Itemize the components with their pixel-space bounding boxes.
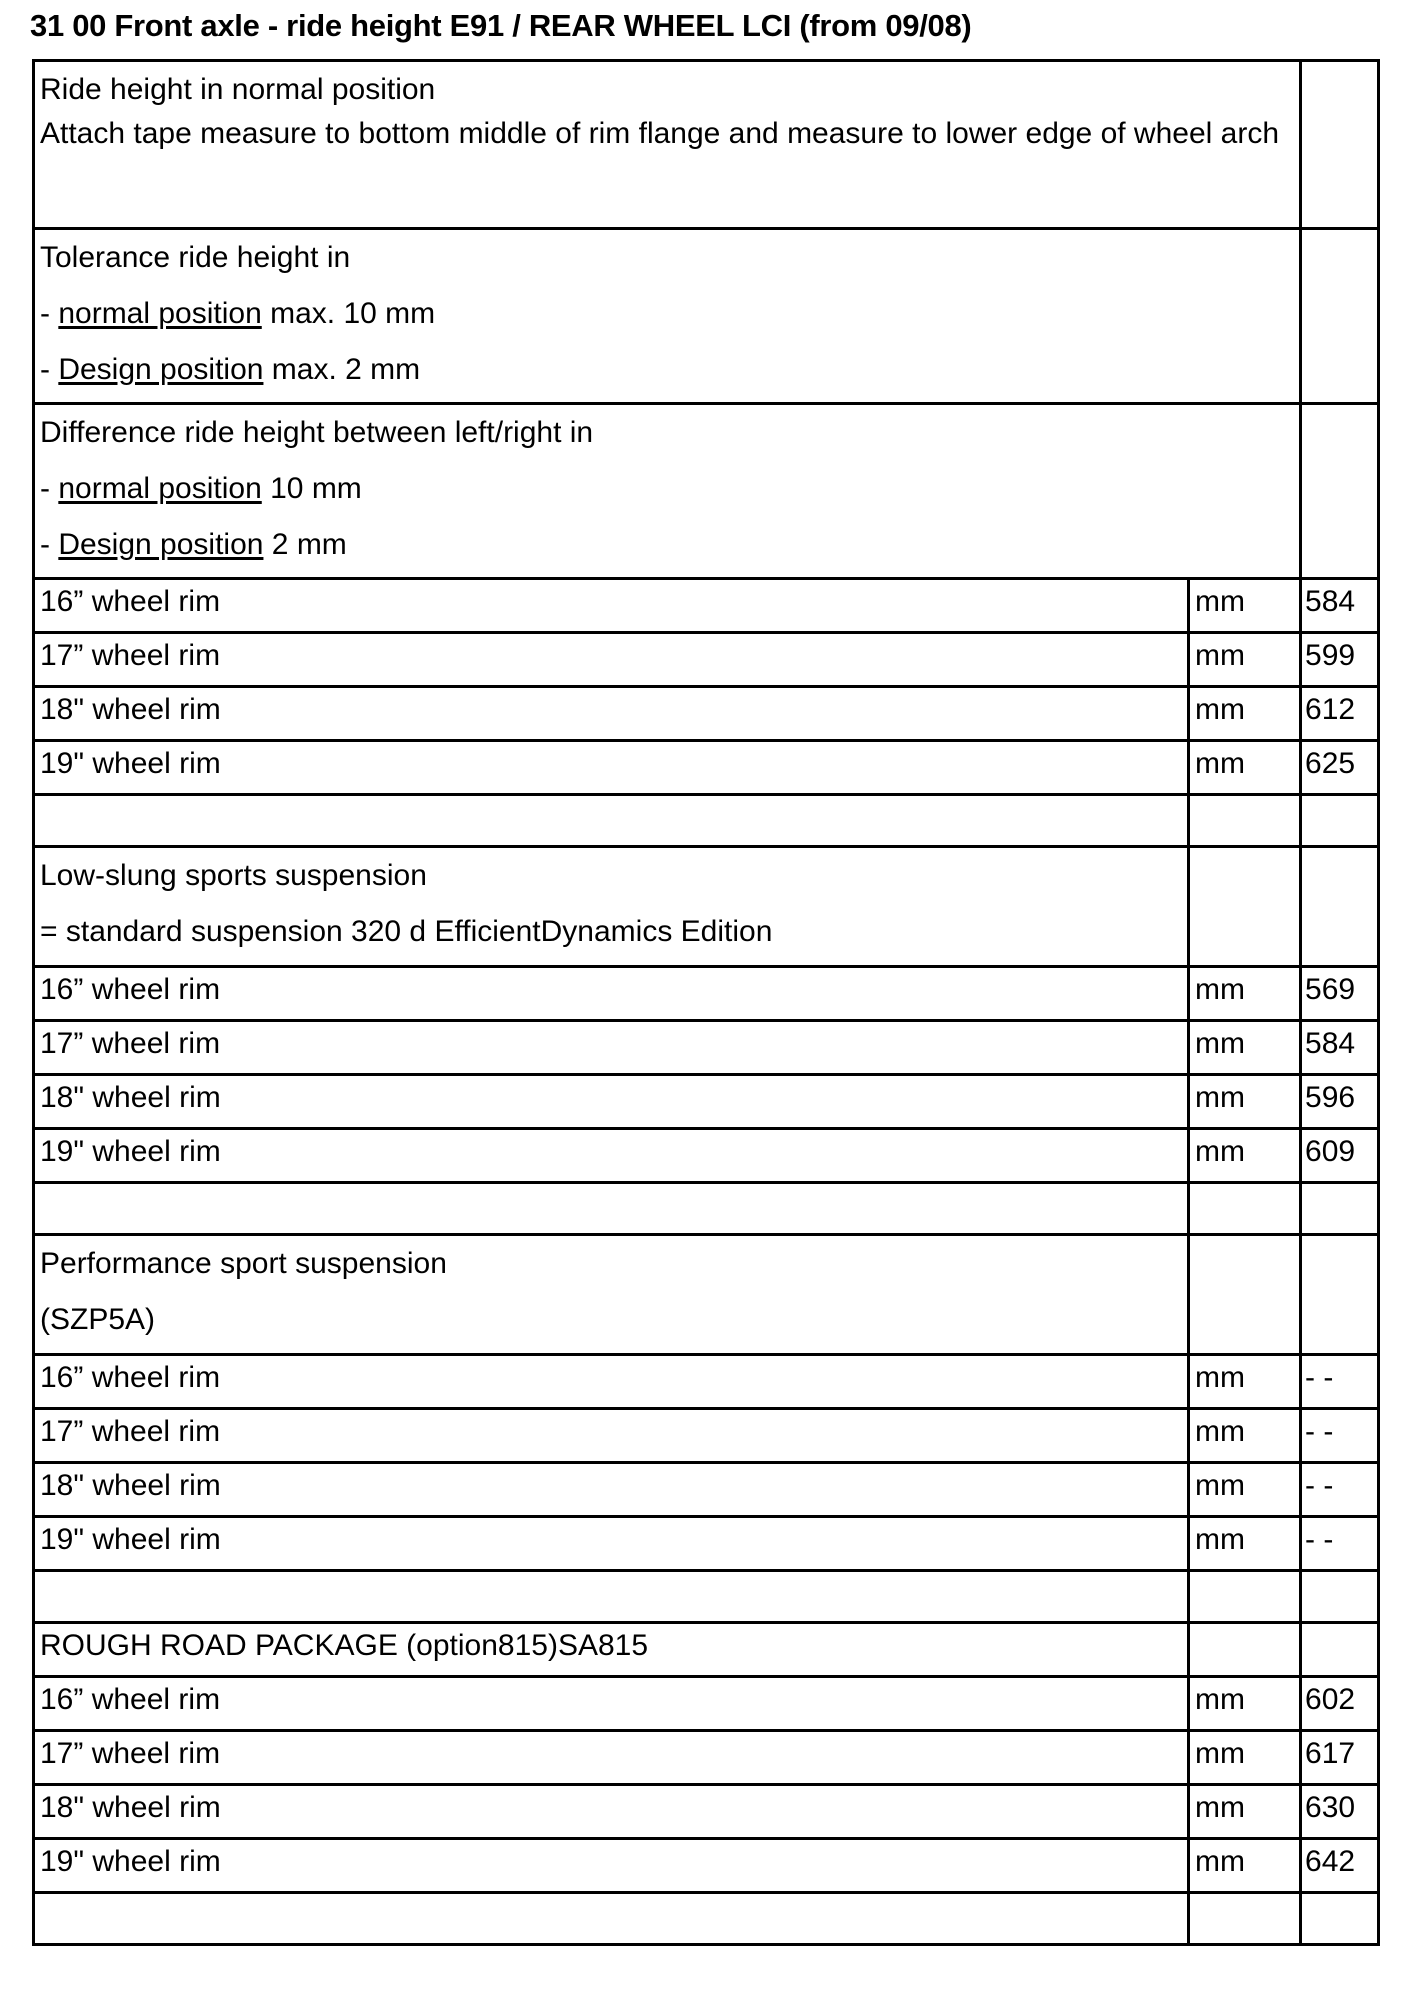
intro-ride-height-value-cell: [1301, 61, 1379, 229]
rough-road-heading-row: [34, 1623, 1379, 1677]
rim-label: 19" wheel rim: [34, 1517, 1189, 1571]
value: 609: [1301, 1129, 1379, 1183]
difference-heading: Difference ride height between left/right in: [40, 416, 594, 449]
difference-normal-value: 10 mm: [270, 472, 362, 505]
low-slung-subheading: = standard suspension 320 d EfficientDynamics Edition: [40, 915, 773, 948]
rim-label: 18" wheel rim: [34, 1075, 1189, 1129]
tolerance-design-line: - Design position max. 2 mm: [40, 353, 421, 386]
unit: mm: [1189, 1517, 1301, 1571]
rim-label: 16” wheel rim: [34, 967, 1189, 1021]
unit: mm: [1189, 1409, 1301, 1463]
rim-label: 17” wheel rim: [34, 1021, 1189, 1075]
table-row: [34, 1021, 1379, 1075]
low-slung-heading-row: [34, 847, 1379, 967]
table-row: [34, 1129, 1379, 1183]
performance-subheading: (SZP5A): [40, 1303, 156, 1336]
value: 584: [1301, 579, 1379, 633]
table-row: [34, 1075, 1379, 1129]
value: - -: [1301, 1409, 1379, 1463]
value: 617: [1301, 1731, 1379, 1785]
tolerance-normal-label: normal position: [58, 297, 262, 330]
unit: mm: [1189, 1785, 1301, 1839]
tolerance-normal-line: - normal position max. 10 mm: [40, 297, 436, 330]
rim-label: 18" wheel rim: [34, 1785, 1189, 1839]
value: - -: [1301, 1463, 1379, 1517]
measurement-instruction: Attach tape measure to bottom middle of rim flange and measure to lower edge of wheel arch: [40, 117, 1280, 150]
performance-heading: Performance sport suspension: [40, 1247, 447, 1280]
rough-road-heading: ROUGH ROAD PACKAGE (option815)SA815: [34, 1623, 1189, 1677]
unit: mm: [1189, 967, 1301, 1021]
unit: mm: [1189, 1839, 1301, 1893]
unit: mm: [1189, 1021, 1301, 1075]
low-slung-heading-cell: [34, 847, 1189, 967]
tolerance-design-label: Design position: [58, 353, 264, 386]
value: 584: [1301, 1021, 1379, 1075]
blank-row: [34, 1571, 1379, 1623]
value: 625: [1301, 741, 1379, 795]
table-row: [34, 1355, 1379, 1409]
value: 596: [1301, 1075, 1379, 1129]
page-title: 31 00 Front axle - ride height E91 / REAR WHEEL LCI (from 09/08): [30, 8, 972, 43]
difference-normal-label: normal position: [58, 472, 262, 505]
unit: mm: [1189, 1677, 1301, 1731]
performance-heading-cell: [34, 1235, 1189, 1355]
difference-row: [34, 404, 1379, 579]
intro-ride-height-cell: [34, 61, 1301, 229]
difference-design-value: 2 mm: [271, 528, 347, 561]
value: 602: [1301, 1677, 1379, 1731]
unit: mm: [1189, 687, 1301, 741]
unit: mm: [1189, 1731, 1301, 1785]
difference-design-line: - Design position 2 mm: [40, 528, 347, 561]
tolerance-design-value: max. 2 mm: [271, 353, 421, 386]
rim-label: 19" wheel rim: [34, 1839, 1189, 1893]
value: - -: [1301, 1517, 1379, 1571]
rim-label: 16” wheel rim: [34, 1677, 1189, 1731]
value: 630: [1301, 1785, 1379, 1839]
unit: mm: [1189, 741, 1301, 795]
rim-label: 16” wheel rim: [34, 1355, 1189, 1409]
ride-height-table: [32, 59, 1380, 1946]
table-row: [34, 1463, 1379, 1517]
unit: mm: [1189, 1355, 1301, 1409]
tolerance-heading: Tolerance ride height in: [40, 241, 351, 274]
rim-label: 17” wheel rim: [34, 1731, 1189, 1785]
table-row: [34, 1409, 1379, 1463]
difference-value-cell: [1301, 404, 1379, 579]
blank-row: [34, 795, 1379, 847]
difference-design-label: Design position: [58, 528, 264, 561]
rim-label: 18" wheel rim: [34, 1463, 1189, 1517]
low-slung-heading: Low-slung sports suspension: [40, 859, 427, 892]
value: 612: [1301, 687, 1379, 741]
rim-label: 16” wheel rim: [34, 579, 1189, 633]
ride-height-heading: Ride height in normal position: [40, 73, 436, 106]
unit: mm: [1189, 579, 1301, 633]
blank-row: [34, 1893, 1379, 1945]
tolerance-row: [34, 229, 1379, 404]
rim-label: 19" wheel rim: [34, 1129, 1189, 1183]
difference-cell: [34, 404, 1301, 579]
table-row: [34, 967, 1379, 1021]
table-row: [34, 1677, 1379, 1731]
tolerance-cell: [34, 229, 1301, 404]
value: - -: [1301, 1355, 1379, 1409]
value: 599: [1301, 633, 1379, 687]
table-row: [34, 1839, 1379, 1893]
rim-label: 17” wheel rim: [34, 633, 1189, 687]
tolerance-normal-value: max. 10 mm: [270, 297, 436, 330]
value: 569: [1301, 967, 1379, 1021]
table-row: [34, 579, 1379, 633]
table-row: [34, 1785, 1379, 1839]
table-row: [34, 741, 1379, 795]
value: 642: [1301, 1839, 1379, 1893]
performance-heading-row: [34, 1235, 1379, 1355]
difference-normal-line: - normal position 10 mm: [40, 472, 362, 505]
rim-label: 19" wheel rim: [34, 741, 1189, 795]
unit: mm: [1189, 1075, 1301, 1129]
unit: mm: [1189, 633, 1301, 687]
table-row: [34, 1517, 1379, 1571]
rim-label: 17” wheel rim: [34, 1409, 1189, 1463]
table-row: [34, 1731, 1379, 1785]
blank-row: [34, 1183, 1379, 1235]
unit: mm: [1189, 1129, 1301, 1183]
rim-label: 18" wheel rim: [34, 687, 1189, 741]
table-row: [34, 633, 1379, 687]
unit: mm: [1189, 1463, 1301, 1517]
tolerance-value-cell: [1301, 229, 1379, 404]
intro-ride-height-row: [34, 61, 1379, 229]
table-row: [34, 687, 1379, 741]
